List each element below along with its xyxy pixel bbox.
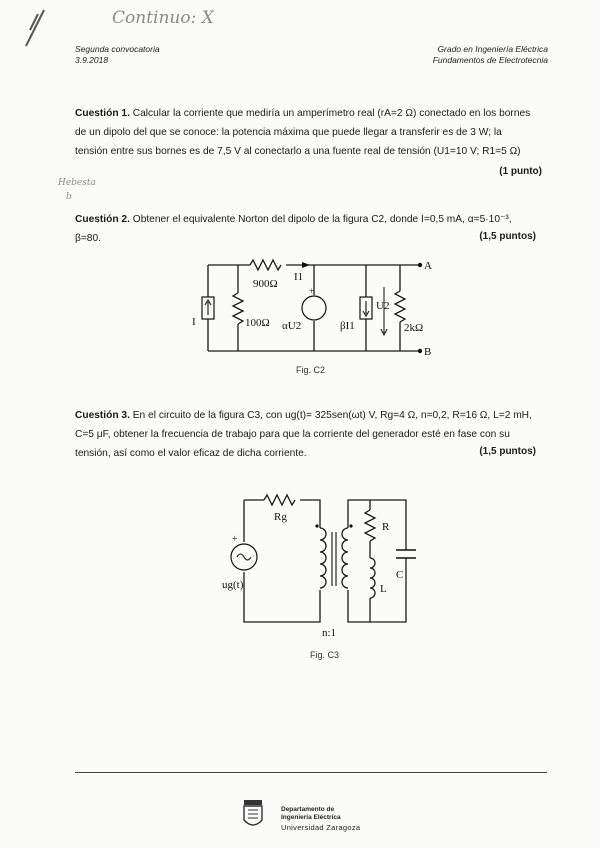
exam-call: Segunda convocatoria — [75, 44, 160, 54]
label-900: 900Ω — [253, 278, 278, 290]
header-right — [433, 44, 548, 66]
label-u2: U2 — [376, 300, 390, 312]
handwritten-top-note: Continuo: X — [112, 8, 214, 28]
question-2-points: (1,5 puntos) — [479, 231, 536, 242]
inductor-l — [370, 558, 375, 598]
svg-text:+: + — [309, 286, 315, 296]
transformer-secondary — [342, 528, 348, 588]
figure-c2-caption: Fig. C2 — [296, 365, 326, 375]
question-3-line: C=5 μF, obtener la frecuencia de trabajo para que la corriente del generador esté en fase con su — [75, 429, 510, 440]
label-alpha-u2: αU2 — [282, 320, 302, 332]
question-2-line: β=80. — [75, 233, 101, 244]
question-3-line: En el circuito de la figura C3, con ug(t)= 325sen(ωt) V, Rg=4 Ω, n=0,2, R=16 Ω, L=2 mH, — [132, 410, 532, 421]
terminal-b — [418, 349, 422, 353]
university-crest-icon — [240, 798, 266, 832]
label-2k: 2kΩ — [404, 322, 424, 334]
label-100: 100Ω — [245, 317, 270, 329]
footer-university: Universidad Zaragoza — [281, 823, 361, 832]
exam-date: 3.9.2018 — [75, 55, 109, 65]
resistor-900 — [250, 260, 281, 270]
question-1-line: tensión entre sus bornes es de 7,5 V al conectarlo a una fuente real de tensión (U1=10 V; R1=5 Ω) — [75, 146, 521, 157]
question-1-points: (1 punto) — [499, 166, 542, 177]
resistor-2k — [395, 291, 405, 322]
question-2-line: Obtener el equivalente Norton del dipolo de la figura C2, donde I=0,5 mA, α=5·10⁻³, — [132, 214, 512, 225]
question-1-label: Cuestión 1. — [75, 108, 130, 119]
label-r: R — [382, 521, 390, 533]
figure-c2-circuit — [190, 253, 430, 361]
handwritten-margin-note-b: b — [66, 192, 72, 202]
label-b: B — [424, 346, 432, 358]
label-l: L — [380, 583, 387, 595]
dept-line: Ingeniería Eléctrica — [281, 813, 341, 821]
transformer-primary — [320, 528, 326, 588]
figure-c3-circuit — [220, 486, 420, 646]
label-i: I — [192, 316, 196, 328]
question-1-line: Calcular la corriente que mediría un amperímetro real (rA=2 Ω) conectado en los bornes — [132, 108, 531, 119]
header-left — [75, 44, 160, 66]
question-1 — [75, 104, 547, 161]
label-ug: ug(t) — [222, 579, 244, 591]
svg-text:+: + — [232, 534, 238, 545]
question-2 — [75, 210, 547, 248]
question-2-label: Cuestión 2. — [75, 214, 130, 225]
label-beta-i1: βI1 — [340, 320, 355, 332]
question-3 — [75, 406, 547, 463]
label-i1: I1 — [294, 271, 304, 283]
resistor-100 — [233, 293, 243, 324]
label-a: A — [424, 260, 432, 272]
label-ratio: n:1 — [322, 627, 337, 639]
dept-line: Departamento de — [281, 806, 335, 813]
footer-department — [281, 806, 341, 821]
footer-divider — [75, 772, 547, 773]
figure-c3-caption: Fig. C3 — [310, 650, 340, 660]
degree-name: Grado en Ingeniería Eléctrica — [437, 44, 548, 54]
label-c: C — [396, 569, 404, 581]
handwritten-slash-mark — [14, 6, 54, 50]
question-3-label: Cuestión 3. — [75, 410, 130, 421]
resistor-r — [365, 510, 375, 541]
question-3-points: (1,5 puntos) — [479, 446, 536, 457]
terminal-a — [418, 263, 422, 267]
handwritten-margin-note: Hebesta — [58, 178, 96, 188]
question-3-line: tensión, así como el valor eficaz de dicha corriente. — [75, 448, 307, 459]
course-name: Fundamentos de Electrotecnia — [432, 55, 548, 65]
capacitor-c — [396, 550, 416, 558]
resistor-rg — [264, 495, 295, 505]
dependent-voltage-source — [302, 296, 326, 320]
label-rg: Rg — [274, 511, 287, 523]
question-1-line: de un dipolo del que se conoce: la potencia máxima que puede llegar a transferir es de 3 W; la — [75, 127, 502, 138]
